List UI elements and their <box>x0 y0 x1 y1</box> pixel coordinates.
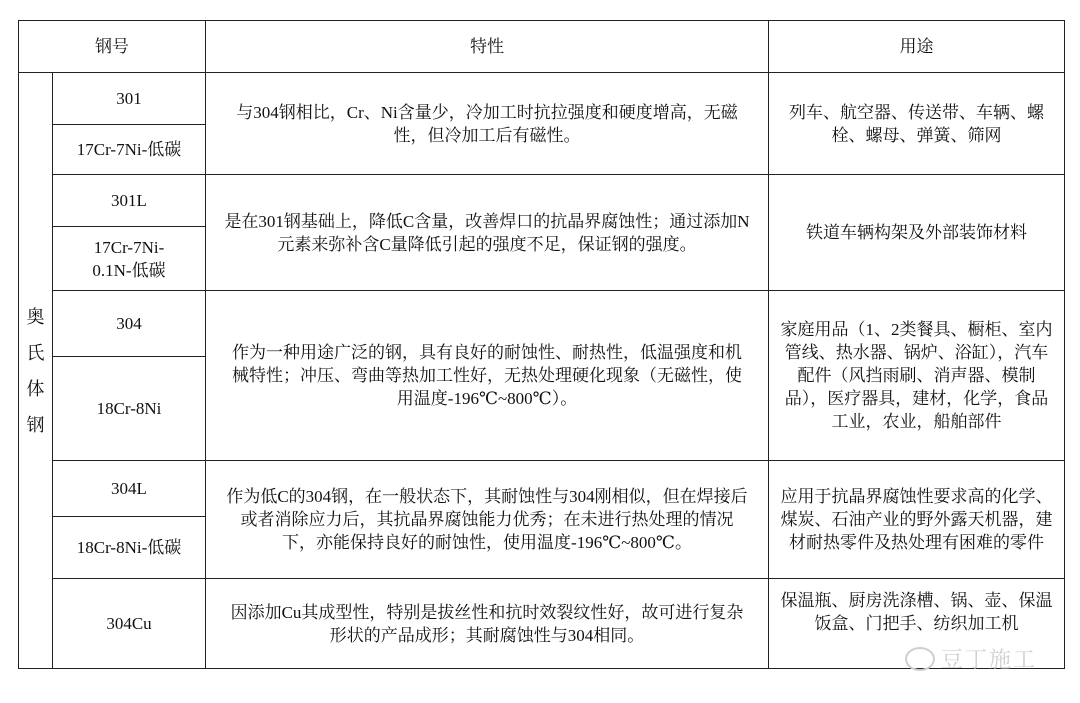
grade-cell: 304L <box>53 461 206 517</box>
table-row <box>19 291 1065 357</box>
grade-cell: 301L <box>53 175 206 227</box>
table-row <box>19 461 1065 517</box>
property-cell: 是在301钢基础上，降低C含量，改善焊口的抗晶界腐蚀性；通过添加N元素来弥补含C量降低引起的强度不足，保证钢的强度。 <box>206 175 769 291</box>
table-row <box>19 175 1065 227</box>
usage-cell: 应用于抗晶界腐蚀性要求高的化学、煤炭、石油产业的野外露天机器，建材耐热零件及热处理有困难的零件 <box>769 461 1065 579</box>
grade-cell: 301 <box>53 73 206 125</box>
group-char: 奥 <box>26 306 45 327</box>
table-row <box>19 73 1065 125</box>
property-cell: 因添加Cu其成型性，特别是拔丝性和抗时效裂纹性好，故可进行复杂形状的产品成形；其耐腐蚀性与304相同。 <box>206 579 769 669</box>
header-usage: 用途 <box>769 21 1065 73</box>
composition-cell: 17Cr-7Ni-低碳 <box>53 125 206 175</box>
grade-cell: 304 <box>53 291 206 357</box>
group-char: 氏 <box>26 342 45 363</box>
header-row <box>19 21 1065 73</box>
property-cell: 作为一种用途广泛的钢，具有良好的耐蚀性、耐热性，低温强度和机械特性；冲压、弯曲等热加工性好，无热处理硬化现象（无磁性，使用温度-196℃~800℃）。 <box>206 291 769 461</box>
property-cell: 与304钢相比，Cr、Ni含量少，冷加工时抗拉强度和硬度增高，无磁性，但冷加工后有磁性。 <box>206 73 769 175</box>
group-char: 钢 <box>26 414 45 435</box>
composition-cell: 18Cr-8Ni <box>53 357 206 461</box>
grade-cell: 304Cu <box>53 579 206 669</box>
usage-cell: 保温瓶、厨房洗涤槽、锅、壶、保温饭盒、门把手、纺织加工机 <box>769 579 1065 669</box>
stainless-steel-table <box>18 20 1065 669</box>
header-property: 特性 <box>206 21 769 73</box>
usage-cell: 家庭用品（1、2类餐具、橱柜、室内管线、热水器、锅炉、浴缸），汽车配件（风挡雨刷、消声器、模制品），医疗器具，建材，化学，食品工业，农业，船舶部件 <box>769 291 1065 461</box>
header-grade: 钢号 <box>19 21 206 73</box>
watermark-text: 豆丁施工 <box>941 647 1038 672</box>
composition-cell: 18Cr-8Ni-低碳 <box>53 517 206 579</box>
property-cell: 作为低C的304钢，在一般状态下，其耐蚀性与304刚相似，但在焊接后或者消除应力后，其抗晶界腐蚀能力优秀；在未进行热处理的情况下，亦能保持良好的耐蚀性，使用温度-196℃~800℃。 <box>206 461 769 579</box>
composition-cell: 17Cr-7Ni-0.1N-低碳 <box>53 227 206 291</box>
usage-cell: 列车、航空器、传送带、车辆、螺栓、螺母、弹簧、筛网 <box>769 73 1065 175</box>
watermark <box>905 643 1037 674</box>
usage-cell: 铁道车辆构架及外部装饰材料 <box>769 175 1065 291</box>
group-char: 体 <box>26 378 45 399</box>
group-label-austenitic <box>19 73 53 669</box>
wechat-icon <box>905 647 935 671</box>
